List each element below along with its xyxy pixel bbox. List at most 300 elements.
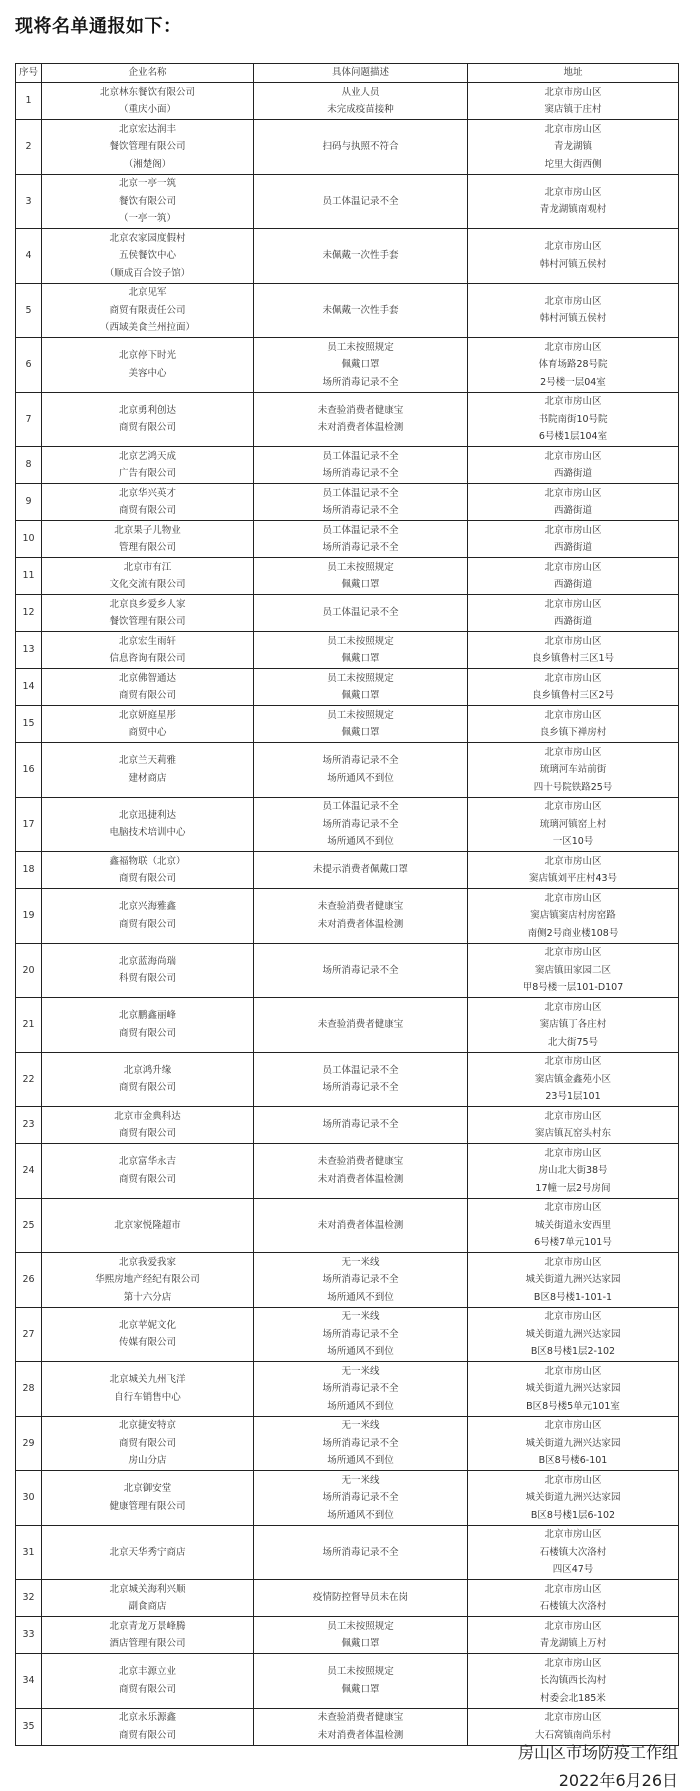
- cell-company-name-line: 管理有限公司: [118, 542, 176, 553]
- cell-company-name: [42, 1052, 254, 1107]
- cell-issue-description: [254, 392, 468, 447]
- cell-address-line: 北大街75号: [547, 1036, 599, 1048]
- cell-address-line: 城关街道九洲兴达家园: [525, 1328, 621, 1340]
- cell-address-line: 坨里大街西侧: [544, 158, 602, 170]
- cell-issue-description-line: 场所消毒记录不全: [322, 818, 399, 830]
- cell-company-name: [42, 120, 254, 175]
- cell-company-name: [42, 558, 254, 595]
- cell-address-line: 北京市房山区: [544, 1365, 602, 1377]
- cell-issue-description-line: 未对消费者体温检测: [317, 1729, 404, 1741]
- cell-company-name: [42, 706, 254, 743]
- cell-issue-description: [254, 1253, 468, 1308]
- cell-company-name-line: 商贸有限公司: [118, 873, 176, 884]
- cell-address-line: 北京市房山区: [544, 598, 602, 610]
- cell-issue-description-line: 场所消毒记录不全: [322, 542, 399, 553]
- cell-company-name-line: 商贸有限公司: [118, 422, 176, 434]
- cell-company-name-line: 北京城关海利兴顺: [109, 1583, 186, 1595]
- cell-address: [468, 797, 679, 852]
- cell-issue-description: [254, 669, 468, 706]
- cell-company-name-line: 华熙房地产经纪有限公司: [95, 1274, 200, 1285]
- cell-issue-description-line: 场所消毒记录不全: [322, 1274, 399, 1285]
- cell-address: [468, 943, 679, 998]
- cell-issue-description-line: 未佩戴一次性手套: [322, 304, 399, 316]
- cell-issue-description: [254, 338, 468, 393]
- cell-issue-description-line: 无一米线: [341, 1474, 380, 1486]
- cell-company-name-line: 北京佛智通达: [118, 672, 176, 684]
- cell-issue-description-line: 场所消毒记录不全: [322, 964, 399, 976]
- cell-issue-description-line: 从业人员: [341, 86, 380, 98]
- table-body: [16, 83, 679, 1746]
- cell-serial-number: 8: [16, 447, 42, 484]
- cell-address-line: 青龙湖镇上万村: [539, 1638, 607, 1649]
- cell-address: [468, 1362, 679, 1417]
- cell-address-line: 甲8号楼一层101-D107: [522, 982, 624, 993]
- cell-issue-description: [254, 1617, 468, 1654]
- cell-serial-number: 20: [16, 943, 42, 998]
- cell-address: [468, 174, 679, 229]
- cell-address: [468, 120, 679, 175]
- cell-serial-number: 34: [16, 1654, 42, 1709]
- cell-address: [468, 1654, 679, 1709]
- cell-serial-number: 1: [16, 83, 42, 120]
- cell-company-name-line: （顺成百合饺子馆）: [104, 267, 191, 279]
- cell-address: [468, 998, 679, 1053]
- cell-company-name-line: 北京御安堂: [123, 1483, 172, 1495]
- cell-issue-description: [254, 1144, 468, 1199]
- cell-address-line: 四十号院铁路25号: [533, 781, 613, 793]
- cell-address-line: 北京市房山区: [544, 1256, 602, 1268]
- cell-address: [468, 392, 679, 447]
- cell-serial-number: 14: [16, 669, 42, 706]
- page-heading: 现将名单通报如下：: [15, 16, 182, 37]
- cell-address-line: 北京市房山区: [544, 635, 602, 647]
- cell-address-line: 北京市房山区: [544, 1110, 602, 1122]
- cell-issue-description: [254, 447, 468, 484]
- cell-company-name-line: 北京宏生雨轩: [118, 635, 176, 647]
- cell-address-line: 良乡镇下禅房村: [539, 727, 607, 738]
- cell-address-line: 西潞街道: [553, 505, 592, 516]
- cell-address-line: 北京市房山区: [544, 86, 602, 98]
- cell-issue-description: [254, 283, 468, 338]
- cell-address-line: 6号楼1层104室: [538, 431, 608, 442]
- cell-issue-description: [254, 743, 468, 798]
- cell-address-line: 17幢一层2号房间: [535, 1182, 611, 1194]
- table-row: [16, 943, 679, 998]
- cell-issue-description-line: 场所消毒记录不全: [322, 1383, 399, 1394]
- cell-issue-description: [254, 632, 468, 669]
- cell-issue-description-line: 未查验消费者健康宝: [317, 404, 404, 416]
- cell-company-name-line: 北京富华永吉: [118, 1156, 176, 1168]
- cell-address-line: 6号楼7单元101号: [534, 1237, 612, 1248]
- table-row: [16, 1052, 679, 1107]
- cell-company-name-line: （湘楚阁）: [123, 158, 172, 170]
- cell-serial-number: 18: [16, 852, 42, 889]
- cell-issue-description: [254, 797, 468, 852]
- cell-address-line: 琉璃河车站前街: [539, 764, 607, 775]
- cell-address: [468, 632, 679, 669]
- cell-issue-description-line: 员工未按照规定: [327, 341, 394, 353]
- issuing-organization: 房山区市场防疫工作组: [517, 1743, 678, 1762]
- cell-issue-description-line: 未佩戴一次性手套: [322, 250, 399, 261]
- cell-issue-description-line: 场所通风不到位: [327, 1400, 394, 1412]
- cell-serial-number: 22: [16, 1052, 42, 1107]
- cell-company-name-line: 北京勇利创达: [118, 404, 176, 416]
- cell-address-line: 北京市房山区: [544, 855, 602, 867]
- cell-company-name-line: 北京永乐源鑫: [118, 1712, 176, 1723]
- cell-issue-description-line: 场所消毒记录不全: [322, 1492, 399, 1503]
- cell-company-name-line: 商贸有限公司: [118, 1027, 176, 1039]
- cell-serial-number: 27: [16, 1307, 42, 1362]
- cell-address-line: 青龙湖镇南观村: [539, 204, 607, 216]
- cell-address-line: 城关街道九洲兴达家园: [525, 1492, 621, 1503]
- cell-address-line: 北京市房山区: [544, 123, 602, 135]
- cell-company-name: [42, 283, 254, 338]
- cell-issue-description-line: 未查验消费者健康宝: [317, 1712, 404, 1723]
- cell-address-line: 北京市房山区: [544, 241, 602, 253]
- table-row: [16, 998, 679, 1053]
- cell-address: [468, 1107, 679, 1144]
- cell-company-name: [42, 1416, 254, 1471]
- cell-serial-number: 32: [16, 1580, 42, 1617]
- cell-issue-description: [254, 943, 468, 998]
- cell-address-line: 北京市房山区: [544, 801, 602, 812]
- cell-issue-description: [254, 120, 468, 175]
- cell-issue-description: [254, 521, 468, 558]
- cell-address-line: 23号1层101: [545, 1091, 601, 1102]
- cell-serial-number: 33: [16, 1617, 42, 1654]
- table-row: [16, 1362, 679, 1417]
- cell-issue-description-line: 佩戴口罩: [341, 727, 380, 738]
- cell-issue-description-line: 未查验消费者健康宝: [317, 901, 404, 913]
- cell-company-name-line: 北京鹏鑫丽峰: [118, 1010, 176, 1022]
- cell-address-line: 西潞街道: [553, 579, 592, 590]
- cell-issue-description: [254, 1052, 468, 1107]
- cell-issue-description-line: 场所通风不到位: [327, 1291, 394, 1303]
- cell-address-line: 北京市房山区: [544, 1311, 602, 1322]
- cell-issue-description-line: 员工体温记录不全: [322, 524, 399, 536]
- table-row: [16, 1253, 679, 1308]
- cell-issue-description: [254, 229, 468, 284]
- header-serial-number: 序号: [16, 64, 42, 83]
- cell-company-name-line: 北京天华秀宁商店: [109, 1546, 186, 1558]
- table-row: [16, 852, 679, 889]
- cell-address-line: 西潞街道: [553, 616, 592, 627]
- cell-serial-number: 26: [16, 1253, 42, 1308]
- cell-serial-number: 11: [16, 558, 42, 595]
- cell-serial-number: 10: [16, 521, 42, 558]
- issue-date: 2022年6月26日: [558, 1771, 678, 1790]
- cell-address-line: 北京市房山区: [544, 1657, 602, 1669]
- cell-company-name: [42, 889, 254, 944]
- table-row: [16, 595, 679, 632]
- cell-issue-description-line: 无一米线: [341, 1311, 380, 1322]
- cell-issue-description: [254, 1654, 468, 1709]
- cell-serial-number: 31: [16, 1525, 42, 1580]
- cell-issue-description-line: 员工体温记录不全: [322, 607, 399, 619]
- cell-company-name: [42, 797, 254, 852]
- cell-company-name-line: 商贸有限公司: [118, 505, 176, 516]
- cell-company-name: [42, 1580, 254, 1617]
- cell-company-name-line: 北京林东餐饮有限公司: [99, 86, 195, 98]
- cell-company-name-line: 北京见军: [128, 287, 167, 298]
- cell-issue-description: [254, 484, 468, 521]
- cell-address-line: 北京市房山区: [544, 1420, 602, 1431]
- cell-company-name: [42, 595, 254, 632]
- cell-issue-description-line: 场所消毒记录不全: [322, 376, 399, 388]
- cell-company-name: [42, 852, 254, 889]
- cell-serial-number: 5: [16, 283, 42, 338]
- cell-issue-description-line: 员工未按照规定: [327, 1620, 394, 1632]
- table-row: [16, 1525, 679, 1580]
- cell-issue-description: [254, 852, 468, 889]
- cell-company-name: [42, 743, 254, 798]
- table-row: [16, 1471, 679, 1526]
- cell-address: [468, 283, 679, 338]
- cell-address: [468, 1617, 679, 1654]
- cell-company-name-line: 北京宏达润丰: [118, 123, 176, 135]
- cell-address-line: 长沟镇西长沟村: [539, 1675, 607, 1686]
- cell-address: [468, 1144, 679, 1199]
- table-row: [16, 338, 679, 393]
- cell-issue-description-line: 场所通风不到位: [327, 1509, 394, 1521]
- cell-company-name-line: 房山分店: [128, 1455, 167, 1466]
- cell-address-line: 北京市房山区: [544, 1147, 602, 1159]
- cell-company-name-line: 商贸有限公司: [118, 918, 176, 930]
- cell-issue-description: [254, 889, 468, 944]
- header-address: 地址: [468, 64, 679, 83]
- cell-address-line: 窦店镇金鑫苑小区: [534, 1073, 611, 1085]
- cell-address-line: 良乡镇鲁村三区2号: [531, 690, 615, 701]
- table-row: [16, 484, 679, 521]
- cell-address-line: B区8号楼1-101-1: [533, 1291, 613, 1303]
- cell-issue-description-line: 场所消毒记录不全: [322, 1082, 399, 1094]
- cell-company-name-line: 副食商店: [128, 1601, 167, 1612]
- cell-company-name-line: 北京兴海雅鑫: [118, 901, 176, 913]
- cell-address-line: 北京市房山区: [544, 1474, 602, 1486]
- cell-company-name: [42, 669, 254, 706]
- cell-issue-description-line: 无一米线: [341, 1256, 380, 1268]
- cell-issue-description: [254, 1198, 468, 1253]
- cell-address-line: 城关街道九洲兴达家园: [525, 1437, 621, 1449]
- cell-company-name: [42, 229, 254, 284]
- cell-company-name-line: 北京捷安特京: [118, 1420, 176, 1431]
- cell-address-line: 北京市房山区: [544, 1583, 602, 1595]
- table-row: [16, 1580, 679, 1617]
- cell-company-name-line: 北京市有江: [123, 561, 172, 573]
- cell-address: [468, 852, 679, 889]
- cell-issue-description: [254, 1525, 468, 1580]
- table-row: [16, 1144, 679, 1199]
- cell-issue-description-line: 场所消毒记录不全: [322, 468, 399, 479]
- cell-serial-number: 4: [16, 229, 42, 284]
- cell-issue-description: [254, 1471, 468, 1526]
- cell-company-name-line: 北京蓝海尚瑞: [118, 955, 176, 967]
- cell-company-name-line: 商贸中心: [128, 727, 167, 738]
- cell-address-line: 石楼镇大次洛村: [539, 1601, 607, 1612]
- cell-company-name-line: 北京兰天莉雅: [118, 755, 176, 767]
- table-row: [16, 1654, 679, 1709]
- table-row: [16, 283, 679, 338]
- cell-issue-description: [254, 83, 468, 120]
- table-row: [16, 521, 679, 558]
- cell-company-name-line: 商贸有限公司: [118, 1173, 176, 1185]
- cell-issue-description-line: 佩戴口罩: [341, 690, 380, 701]
- cell-issue-description-line: 场所通风不到位: [327, 836, 394, 847]
- cell-company-name-line: 北京华兴英才: [118, 487, 176, 499]
- cell-company-name-line: 商贸有限公司: [118, 1128, 176, 1139]
- cell-issue-description-line: 员工体温记录不全: [322, 1064, 399, 1076]
- cell-company-name-line: 商贸有限公司: [118, 1082, 176, 1094]
- cell-address: [468, 521, 679, 558]
- cell-address-line: 北京市房山区: [544, 341, 602, 353]
- cell-company-name-line: 北京丰源立业: [118, 1666, 176, 1678]
- cell-address-line: 窦店镇刘平庄村43号: [528, 873, 618, 884]
- cell-address-line: 北京市房山区: [544, 561, 602, 573]
- cell-serial-number: 35: [16, 1708, 42, 1745]
- cell-address-line: 北京市房山区: [544, 1529, 602, 1540]
- cell-address-line: 青龙湖镇: [553, 141, 592, 152]
- table-row: [16, 1307, 679, 1362]
- cell-company-name: [42, 1198, 254, 1253]
- table-row: [16, 83, 679, 120]
- cell-company-name-line: 商贸有限公司: [118, 1437, 176, 1449]
- cell-address-line: 大石窝镇南尚乐村: [534, 1729, 611, 1741]
- cell-address-line: B区8号楼6-101: [538, 1455, 608, 1466]
- cell-address: [468, 338, 679, 393]
- cell-company-name: [42, 1617, 254, 1654]
- cell-company-name-line: 自行车销售中心: [114, 1391, 181, 1403]
- cell-company-name: [42, 1654, 254, 1709]
- table-row: [16, 669, 679, 706]
- cell-issue-description-line: 员工未按照规定: [327, 672, 394, 684]
- cell-address-line: 西潞街道: [553, 542, 592, 553]
- cell-address: [468, 669, 679, 706]
- cell-company-name-line: 电脑技术培训中心: [109, 827, 186, 839]
- violation-table: [15, 63, 679, 1746]
- table-row: [16, 174, 679, 229]
- cell-company-name: [42, 338, 254, 393]
- cell-company-name-line: 北京农家园度假村: [109, 232, 186, 244]
- cell-company-name-line: （一亭一筑）: [118, 213, 176, 224]
- cell-address-line: 琉璃河镇窑上村: [539, 818, 607, 830]
- cell-issue-description-line: 扫码与执照不符合: [322, 141, 399, 152]
- cell-address: [468, 1471, 679, 1526]
- table-row: [16, 229, 679, 284]
- cell-issue-description-line: 场所消毒记录不全: [322, 1546, 399, 1558]
- cell-company-name-line: 北京良乡爱乡人家: [109, 598, 186, 610]
- cell-serial-number: 2: [16, 120, 42, 175]
- cell-issue-description-line: 员工体温记录不全: [322, 195, 399, 207]
- cell-address-line: 北京市房山区: [544, 295, 602, 307]
- cell-issue-description-line: 场所消毒记录不全: [322, 755, 399, 767]
- cell-address-line: 北京市房山区: [544, 746, 602, 758]
- cell-issue-description-line: 员工未按照规定: [327, 709, 394, 721]
- cell-address-line: 良乡镇鲁村三区1号: [531, 653, 615, 664]
- cell-serial-number: 9: [16, 484, 42, 521]
- cell-address-line: 四区47号: [552, 1564, 594, 1575]
- cell-address-line: 北京市房山区: [544, 524, 602, 536]
- cell-company-name-line: 健康管理有限公司: [109, 1500, 186, 1512]
- cell-issue-description-line: 场所通风不到位: [327, 1346, 394, 1357]
- cell-issue-description-line: 未对消费者体温检测: [317, 422, 404, 434]
- cell-company-name-line: 酒店管理有限公司: [109, 1638, 186, 1649]
- cell-company-name-line: 餐饮管理有限公司: [109, 141, 186, 152]
- cell-company-name: [42, 1107, 254, 1144]
- cell-issue-description: [254, 595, 468, 632]
- cell-issue-description-line: 场所消毒记录不全: [322, 505, 399, 516]
- cell-issue-description: [254, 558, 468, 595]
- cell-address-line: 一区10号: [552, 836, 594, 847]
- cell-address: [468, 743, 679, 798]
- cell-address: [468, 83, 679, 120]
- cell-company-name-line: 北京妍庭星彤: [118, 709, 176, 721]
- cell-company-name-line: （西域美食兰州拉面）: [99, 322, 195, 333]
- cell-company-name-line: 美容中心: [128, 367, 167, 379]
- cell-address: [468, 595, 679, 632]
- cell-address: [468, 558, 679, 595]
- cell-issue-description-line: 疫情防控督导员未在岗: [312, 1592, 408, 1604]
- cell-address: [468, 1525, 679, 1580]
- cell-company-name: [42, 392, 254, 447]
- cell-issue-description-line: 无一米线: [341, 1420, 380, 1431]
- cell-address-line: 南侧2号商业楼108号: [527, 927, 619, 939]
- cell-company-name: [42, 1708, 254, 1745]
- cell-issue-description: [254, 1307, 468, 1362]
- cell-issue-description-line: 未查验消费者健康宝: [317, 1019, 404, 1030]
- cell-company-name-line: 文化交流有限公司: [109, 579, 186, 590]
- cell-issue-description: [254, 1416, 468, 1471]
- cell-company-name: [42, 1307, 254, 1362]
- cell-serial-number: 6: [16, 338, 42, 393]
- cell-issue-description-line: 场所消毒记录不全: [322, 1119, 399, 1131]
- cell-address-line: 北京市房山区: [544, 450, 602, 462]
- cell-company-name-line: 商贸有限公司: [118, 690, 176, 701]
- cell-issue-description: [254, 998, 468, 1053]
- cell-company-name: [42, 484, 254, 521]
- cell-issue-description-line: 员工体温记录不全: [322, 487, 399, 499]
- cell-company-name: [42, 1144, 254, 1199]
- cell-company-name-line: 商贸有限公司: [118, 1683, 176, 1695]
- cell-issue-description-line: 员工体温记录不全: [322, 801, 399, 812]
- cell-issue-description: [254, 174, 468, 229]
- cell-address-line: 书院南街10号院: [538, 413, 608, 425]
- cell-serial-number: 13: [16, 632, 42, 669]
- cell-address-line: 北京市房山区: [544, 1001, 602, 1013]
- cell-issue-description-line: 员工未按照规定: [327, 635, 394, 647]
- table-row: [16, 1107, 679, 1144]
- cell-serial-number: 3: [16, 174, 42, 229]
- cell-company-name-line: 餐饮有限公司: [118, 195, 176, 207]
- cell-address-line: 韩村河镇五侯村: [539, 258, 607, 270]
- cell-address: [468, 889, 679, 944]
- cell-company-name-line: 北京家悦隆超市: [114, 1219, 181, 1231]
- table-row: [16, 1617, 679, 1654]
- cell-address-line: 窦店镇窦店村房窑路: [530, 910, 616, 921]
- table-row: [16, 120, 679, 175]
- cell-company-name: [42, 1253, 254, 1308]
- cell-address-line: 城关街道永安西里: [534, 1219, 611, 1231]
- cell-address-line: B区8号楼1层6-102: [530, 1509, 616, 1521]
- cell-address-line: 北京市房山区: [544, 1620, 602, 1632]
- cell-company-name-line: 信息咨询有限公司: [109, 653, 186, 664]
- cell-company-name: [42, 447, 254, 484]
- cell-company-name-line: 建材商店: [128, 772, 167, 784]
- cell-issue-description: [254, 706, 468, 743]
- cell-issue-description: [254, 1708, 468, 1745]
- cell-address-line: 北京市房山区: [544, 1712, 602, 1723]
- cell-serial-number: 21: [16, 998, 42, 1053]
- table-row: [16, 1416, 679, 1471]
